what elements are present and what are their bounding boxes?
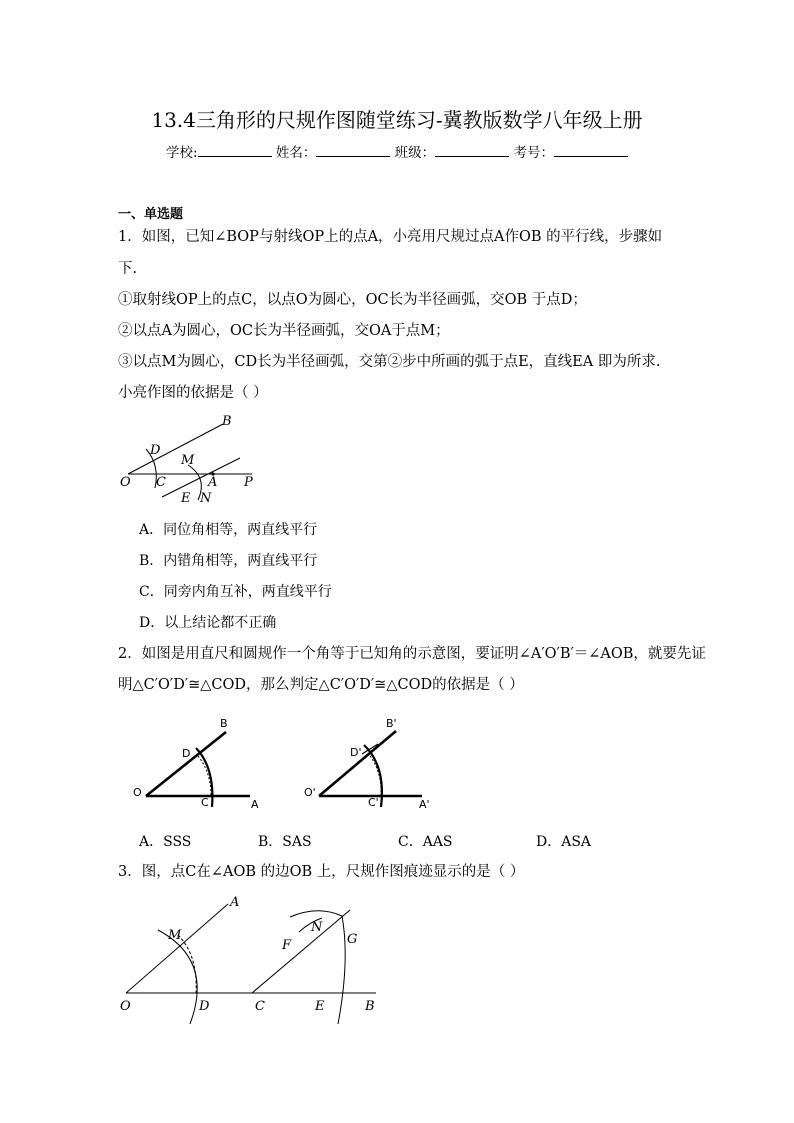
q1-step2: ②以点A为圆心，OC长为半径画弧，交OA于点M；: [118, 323, 450, 339]
q1-label-o: O: [120, 475, 131, 490]
q1-step1: ①取射线OP上的点C，以点O为圆心，OC长为半径画弧，交OB 于点D；: [118, 292, 587, 308]
q3-label-d: D: [199, 999, 210, 1014]
q1-option-d[interactable]: D．以上结论都不正确: [139, 615, 277, 631]
q3-label-f: F: [282, 938, 292, 953]
q1-label-b: B: [222, 414, 232, 429]
q3-label-c: C: [255, 999, 265, 1014]
q3-label-b: B: [365, 999, 375, 1014]
q1-label-m: M: [181, 453, 195, 468]
class-label: 班级：: [394, 145, 436, 161]
q2-f1-label-o: O: [133, 786, 142, 799]
section-heading: 一、单选题: [118, 207, 184, 222]
q3-ray-cn: [252, 910, 350, 993]
q3-label-m: M: [168, 928, 182, 943]
q1-option-b[interactable]: B．内错角相等，两直线平行: [139, 553, 318, 569]
q3-label-g: G: [347, 932, 358, 947]
q2-line2: 明△C′O′D′≅△COD，那么判定△C′O′D′≅△COD的依据是（ ）: [118, 677, 524, 693]
q2-f1-label-d: D: [182, 747, 191, 760]
q3-arc-md: [158, 930, 197, 1024]
q1-label-n: N: [200, 491, 212, 506]
q2-f2-label-c: C': [368, 796, 379, 809]
q2-option-c[interactable]: C．AAS: [398, 834, 453, 850]
q2-option-a[interactable]: A．SSS: [139, 834, 192, 850]
q1-ask: 小亮作图的依据是（ ）: [118, 385, 268, 401]
q1-line1: 1．如图，已知∠BOP与射线OP上的点A，小亮用尺规过点A作OB 的平行线，步骤如: [118, 229, 663, 245]
q3-label-n: N: [311, 920, 323, 935]
q3-line1: 3．图，点C在∠AOB 的边OB 上，尺规作图痕迹显示的是（ ）: [118, 864, 525, 880]
exam-no-label: 考号：: [513, 145, 554, 161]
q3-label-e: E: [315, 999, 325, 1014]
q3-ray-oa: [126, 904, 228, 993]
q2-f2-label-o: O': [304, 786, 316, 799]
q1-label-d: D: [150, 443, 161, 458]
q2-f2-label-b: B': [386, 717, 397, 730]
q3-label-a: A: [230, 895, 240, 910]
q2-f1-label-c: C: [201, 796, 209, 809]
q1-label-c: C: [156, 475, 166, 490]
q1-label-e: E: [181, 491, 191, 506]
q2-f2-label-d: D': [350, 746, 362, 759]
q3-label-o: O: [120, 999, 131, 1014]
q2-f1-label-a: A: [251, 798, 259, 811]
name-label: 姓名：: [275, 145, 317, 161]
q1-option-c[interactable]: C．同旁内角互补，两直线平行: [139, 584, 332, 600]
q1-option-a[interactable]: A．同位角相等，两直线平行: [139, 522, 318, 538]
q2-line1: 2．如图是用直尺和圆规作一个角等于已知角的示意图，要证明∠A′O′B′＝∠AOB，就要先证: [118, 646, 706, 662]
q2-f2-label-a: A': [419, 798, 430, 811]
q1-label-a: A: [208, 475, 218, 490]
q1-step3: ③以点M为圆心，CD长为半径画弧，交第②步中所画的弧于点E，直线EA 即为所求.: [118, 354, 661, 370]
q2-option-d[interactable]: D．ASA: [536, 834, 592, 850]
q1-label-p: P: [244, 475, 253, 490]
q2-f1-label-b: B: [220, 717, 228, 730]
q3-dashed-md: [178, 935, 196, 993]
school-label: 学校:: [166, 145, 198, 161]
q2-option-b[interactable]: B．SAS: [258, 834, 312, 850]
page-title: 13.4三角形的尺规作图随堂练习-冀教版数学八年级上册: [151, 108, 643, 132]
q1-line2: 下.: [118, 261, 138, 277]
